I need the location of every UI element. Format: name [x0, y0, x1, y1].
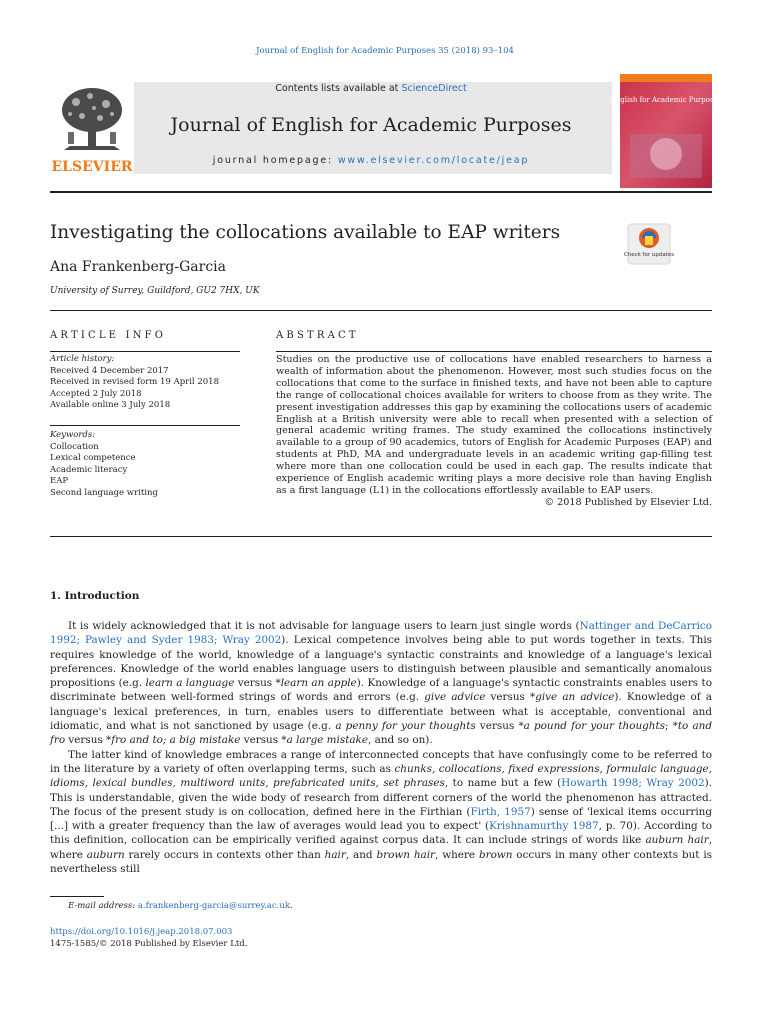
abstract-bottom-rule [50, 536, 712, 537]
contents-prefix: Contents lists available at [275, 83, 399, 94]
term-list: chunks, collocations, fixed expressions, formulaic language, idioms, lexical bundles, multiword units, prefabricated units, set phrases [50, 762, 712, 790]
text-run: ). Lexical competence involves being able to put words together in texts. This requires knowledge of the world, knowledge of a language's syntactic constraints and knowledge of a language's lexical preferences. Knowledge of the world enables language users to distinguish between plausible and semantically anomalous propositions (e.g. [50, 634, 712, 690]
section-heading-introduction: 1. Introduction [50, 590, 140, 602]
text-run: ; * [665, 720, 678, 733]
check-updates-label: Check for updates [623, 252, 675, 258]
text-run: It is widely acknowledged that it is not advisable for language users to learn just single words ( [68, 620, 580, 632]
email-label: E-mail address: [68, 901, 136, 911]
example-phrase: learn a language [145, 677, 235, 690]
homepage-prefix: journal homepage: [212, 155, 333, 166]
title-divider [50, 310, 712, 311]
text-run: , where [435, 848, 479, 861]
history-item: Available online 3 July 2018 [50, 400, 171, 410]
doi-block [50, 927, 247, 950]
text-run: versus * [65, 734, 112, 747]
email-link[interactable]: a.frankenberg-garcia@surrey.ac.uk [137, 901, 291, 911]
issn-line: 1475-1585/© 2018 Published by Elsevier Ltd. [50, 938, 248, 949]
keyword-item: Academic literacy [50, 464, 128, 475]
keywords-list [50, 430, 250, 499]
keywords-rule [50, 425, 240, 426]
text-run: , and [345, 848, 377, 861]
abstract-text: Studies on the productive use of collocations have enabled researchers to harness a wealth of information about the phenomenon. However, most such studies focus on the collocations that come to the surface in finished texts, and have not been able to capture the range of collocational choices available for writers to choose from as they write. The present investigation addresses this gap by examining the collocations users of academic English at a British university were able to recall when presented with a selection of general academic writing frames. The study examined the collocations instinctively available to a group of 90 academics, tutors of English for Academic Purposes (EAP) and students at PhD, MA and undergraduate levels in an academic writing gap-filling test where more than one collocation could be used in each gap. The results indicate that experience of English academic writing plays a more decisive role than having English as a first language (L1) in the collocations effortlessly available to EAP users. [276, 354, 712, 496]
example-phrase: a large mistake [286, 734, 369, 747]
example-phrase: to and fro [50, 720, 713, 747]
text-run: ). This is understandable, given the wide body of research from different corners of the world the phenomenon has attracted. The focus of the present study is on collocation, defined here in the Firthian ( [50, 777, 712, 818]
history-item: Accepted 2 July 2018 [50, 388, 142, 399]
keyword-item: Collocation [50, 441, 99, 452]
text-run: , where [50, 834, 713, 861]
citation-link[interactable]: Krishnamurthy 1987 [489, 820, 599, 833]
text-run: ). Knowledge of a language's syntactic constraints enables users to discriminate between well-formed strings of words and errors (e.g. [50, 677, 712, 704]
abstract-body [276, 354, 712, 509]
example-phrase: give advice [424, 691, 486, 704]
article-title: Investigating the collocations available to EAP writers [50, 222, 561, 243]
text-run: occurs in many other contexts but is nevertheless still [50, 848, 713, 876]
example-phrase: brown [478, 848, 513, 861]
article-info-heading: ARTICLE INFO [50, 330, 167, 341]
author-name: Ana Frankenberg-Garcia [50, 259, 226, 275]
text-run: , and so on). [368, 734, 433, 747]
citation-link[interactable]: Firth, 1957 [470, 805, 531, 818]
text-run: ) sense of 'lexical items occurring [...] with a greater frequency than the law of averages would lead you to expect' ( [50, 805, 712, 833]
text-run: The latter kind of knowledge embraces a range of interconnected concepts that have confusingly come to be referred to in the literature by a variety of often overlapping terms, such as [50, 748, 712, 775]
text-run: versus * [485, 691, 536, 704]
example-phrase: fro and to; a big mistake [111, 734, 241, 747]
elsevier-tree-logo [50, 80, 134, 176]
publisher-logo-text: ELSEVIER [51, 159, 133, 175]
history-item: Received 4 December 2017 [50, 365, 169, 376]
example-phrase: brown hair [376, 848, 436, 861]
intro-paragraph-1 [50, 619, 712, 748]
abstract-rule [276, 351, 712, 352]
introduction-body [50, 619, 712, 876]
abstract-heading: ABSTRACT [276, 330, 359, 341]
intro-paragraph-2 [50, 748, 712, 877]
text-run: rarely occurs in contexts other than [124, 848, 325, 861]
cover-title: English for Academic Purposes [610, 96, 722, 104]
keyword-item: Second language writing [50, 487, 158, 498]
abstract-copyright: © 2018 Published by Elsevier Ltd. [544, 496, 712, 508]
check-for-updates-icon[interactable] [623, 224, 675, 264]
text-run: versus * [475, 720, 524, 733]
citation-link[interactable]: Nattinger and DeCarrico 1992; Pawley and Syder 1983; Wray 2002 [50, 620, 712, 647]
example-phrase: auburn [86, 848, 125, 861]
header-rule [50, 191, 712, 193]
text-run: versus * [234, 677, 281, 690]
citation-link[interactable]: Howarth 1998; Wray 2002 [561, 777, 705, 790]
text-run: versus * [240, 734, 287, 747]
example-phrase: give an advice [535, 691, 615, 704]
keyword-item: Lexical competence [50, 453, 136, 463]
keyword-item: EAP [50, 476, 69, 486]
journal-title: Journal of English for Academic Purposes [170, 114, 572, 136]
history-item: Received in revised form 19 April 2018 [50, 377, 219, 387]
sciencedirect-link[interactable]: ScienceDirect [401, 83, 467, 94]
example-phrase: learn an apple [280, 677, 357, 690]
example-phrase: a pound for your thoughts [523, 720, 665, 733]
history-label: Article history: [50, 354, 115, 364]
example-phrase: hair [324, 848, 346, 861]
text-run: , to name but a few ( [444, 777, 562, 790]
text-run: ). Knowledge of a language's lexical preferences, in turn, enables users to differentiate between what is acceptable, conventional and idiomatic, and what is not sanctioned by usage (e.g. [50, 691, 712, 733]
doi-link[interactable]: https://doi.org/10.1016/j.jeap.2018.07.003 [50, 927, 233, 937]
email-end: . [290, 901, 293, 911]
text-run: , p. 70). According to this definition, collocation can be empirically verified against corpus data. It can include strings of words like [50, 820, 712, 847]
homepage-link[interactable]: www.elsevier.com/locate/jeap [337, 155, 530, 166]
journal-homepage-line [130, 155, 612, 166]
keywords-label: Keywords: [50, 430, 96, 440]
article-history [50, 354, 250, 412]
journal-cover-image [610, 74, 722, 188]
example-phrase: auburn hair [645, 834, 709, 847]
journal-reference[interactable]: Journal of English for Academic Purposes 35 (2018) 93–104 [256, 46, 514, 56]
footnote-rule [50, 896, 104, 897]
article-info-rule [50, 351, 240, 352]
author-affiliation: University of Surrey, Guildford, GU2 7HX, UK [50, 286, 260, 296]
contents-line [130, 83, 612, 94]
footnote-email [68, 901, 293, 911]
example-phrase: a penny for your thoughts [335, 720, 476, 733]
